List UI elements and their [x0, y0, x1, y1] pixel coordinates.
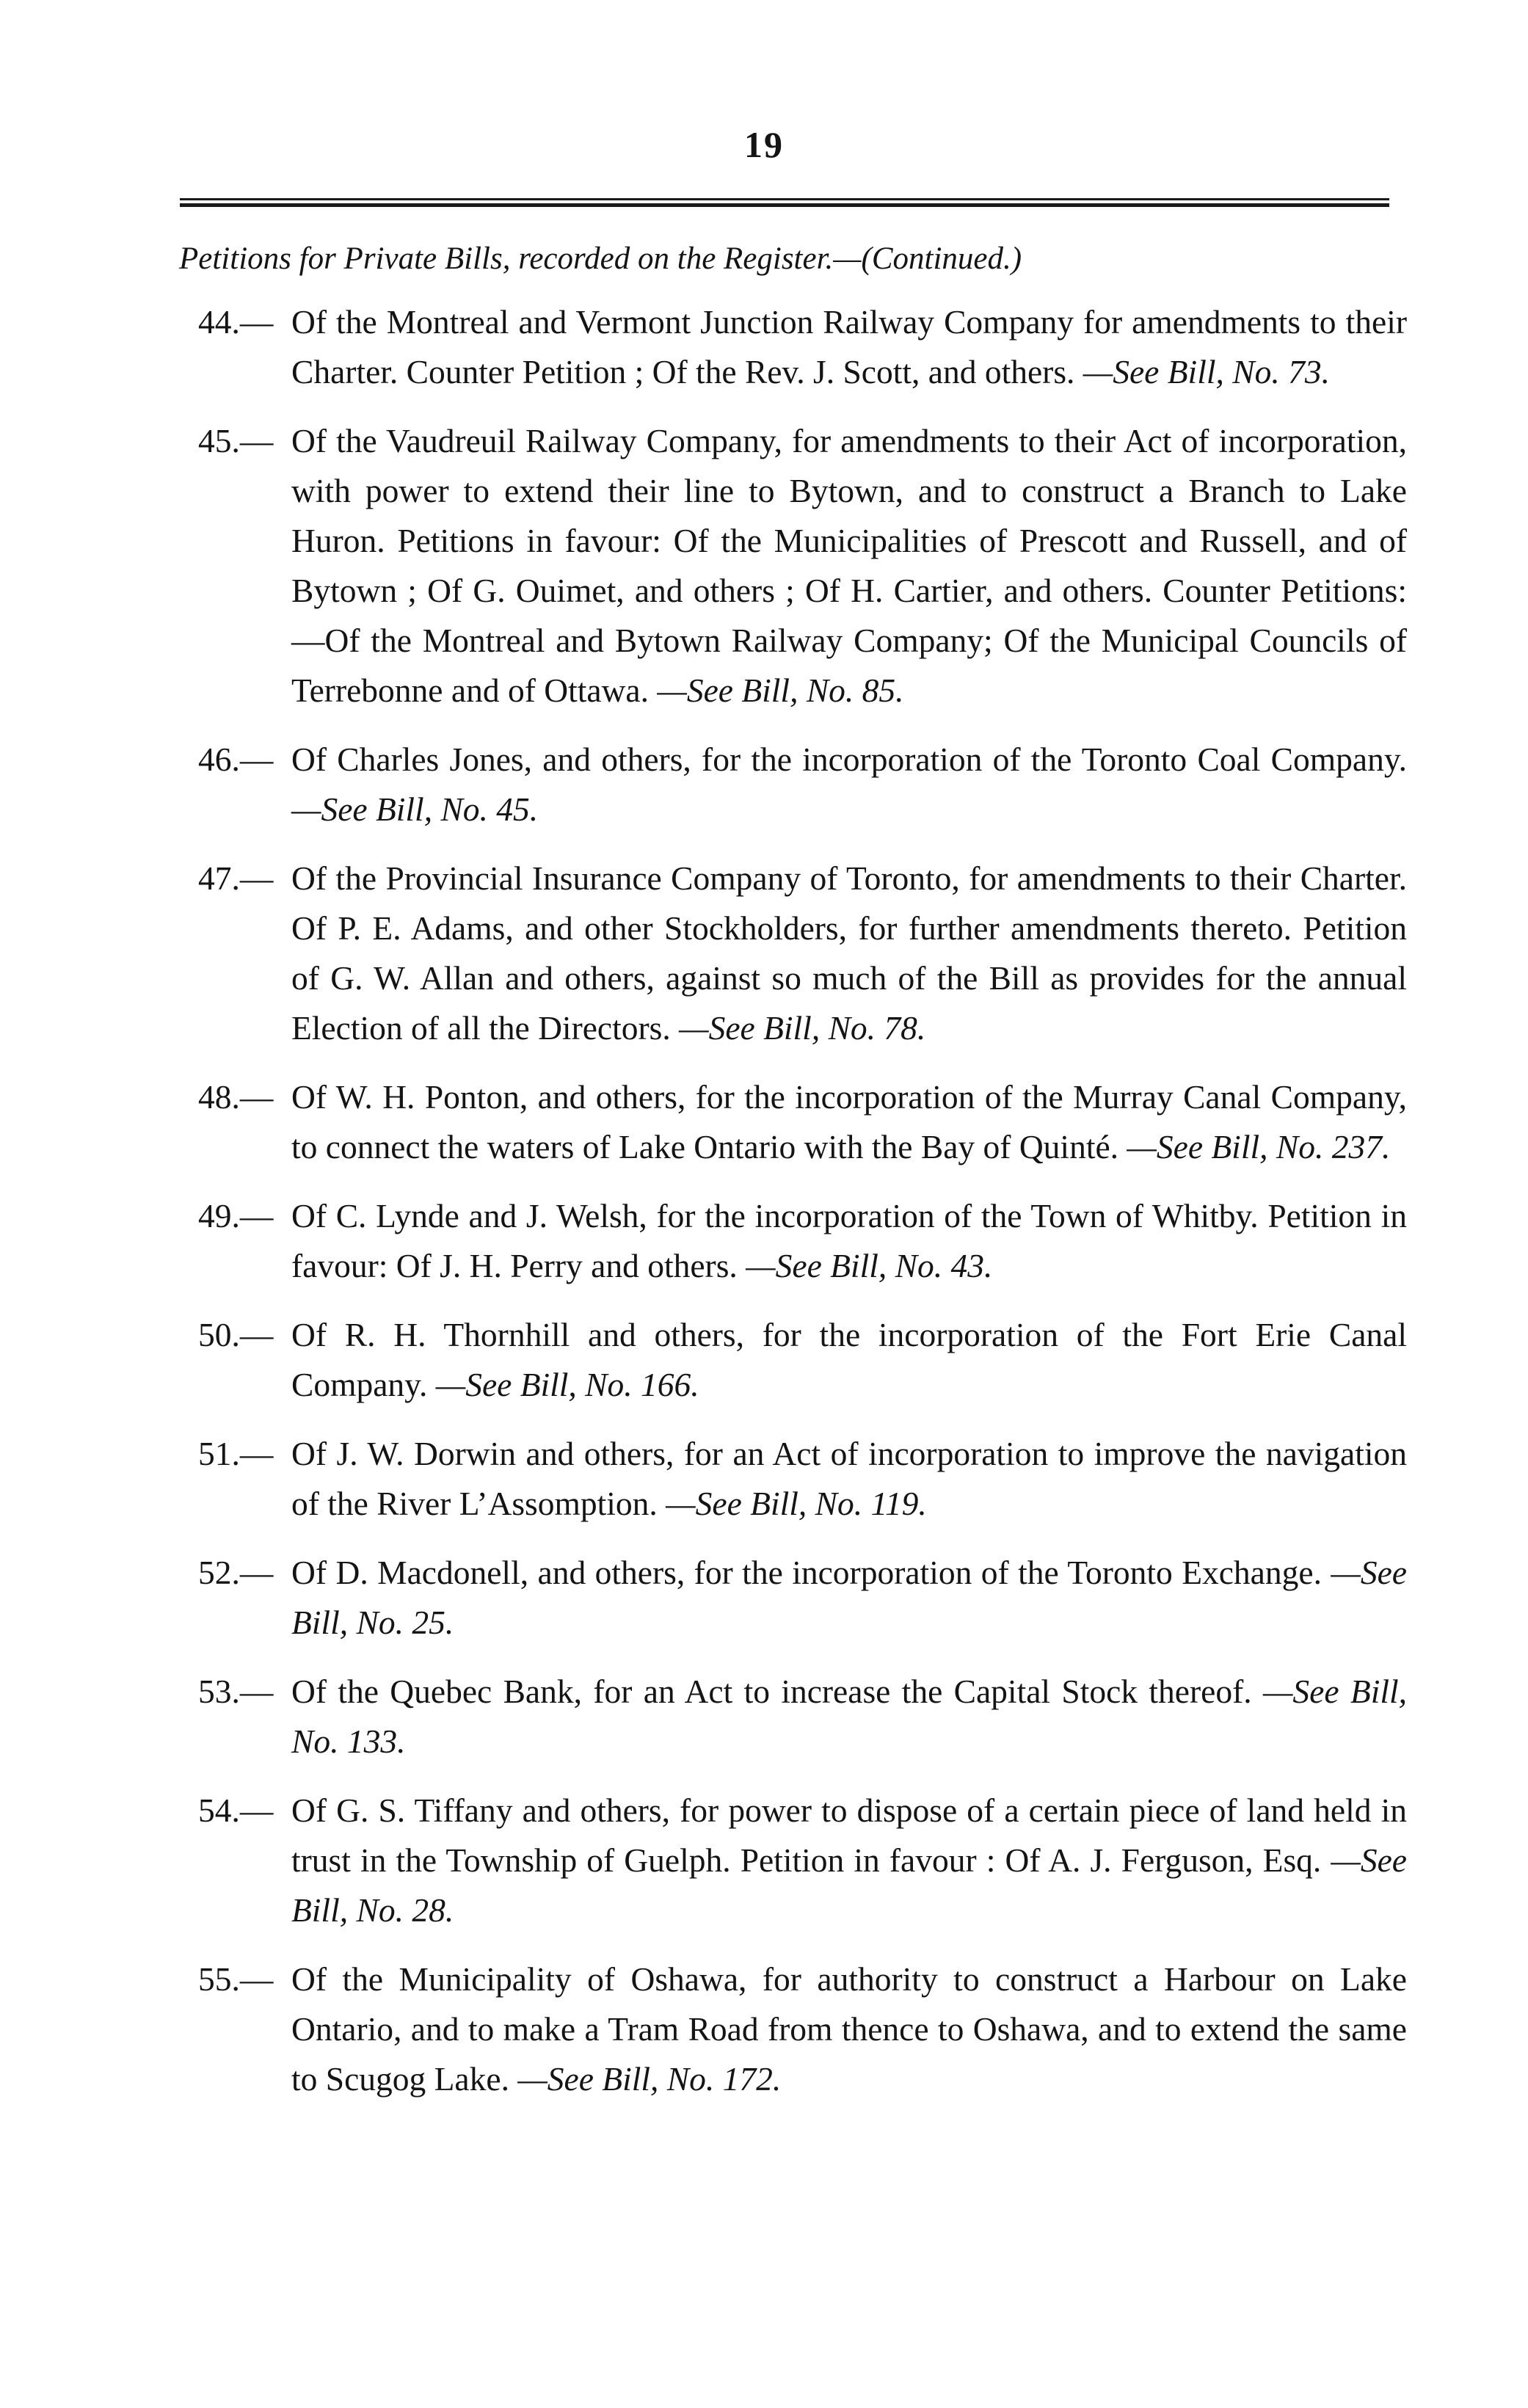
petition-number: 45.— [198, 422, 274, 459]
petition-list [0, 297, 1528, 2123]
petition-text: Of W. H. Ponton, and others, for the incorporation of the Murray Canal Company, to connect the waters of Lake Ontario with the Bay of Quinté. [291, 1078, 1407, 1165]
petition-entry [0, 1429, 1407, 1529]
petition-number: 55.— [198, 1960, 274, 1998]
petition-text: Of D. Macdonell, and others, for the incorporation of the Toronto Exchange. [291, 1554, 1322, 1591]
petition-entry [0, 1667, 1407, 1767]
bill-reference: —See Bill, No. 133. [291, 1673, 1407, 1760]
petition-text: Of the Provincial Insurance Company of Toronto, for amendments to their Charter. Of P. E. Adams, and other Stockholders, for further amendments thereto. Petition of G. W. Allan and others, against so much of the Bill as provides for the annual Election of all the Directors. [291, 859, 1407, 1047]
petition-text: Of the Montreal and Vermont Junction Railway Company for amendments to their Charter. Counter Petition ; Of the Rev. J. Scott, and others. [291, 303, 1407, 390]
bill-reference: —See Bill, No. 45. [291, 790, 539, 828]
petition-text: Of Charles Jones, and others, for the incorporation of the Toronto Coal Company. [291, 741, 1407, 778]
bill-reference: —See Bill, No. 78. [679, 1009, 926, 1047]
bill-reference: —See Bill, No. 25. [291, 1554, 1408, 1641]
petition-text: Of G. S. Tiffany and others, for power to dispose of a certain piece of land held in trust in the Township of Guelph. Petition in favour : Of A. J. Ferguson, Esq. [291, 1792, 1407, 1879]
bill-reference: —See Bill, No. 28. [291, 1841, 1407, 1929]
page-number: 19 [744, 124, 784, 165]
petition-number: 48.— [198, 1078, 274, 1116]
bill-reference: —See Bill, No. 237. [1127, 1128, 1391, 1165]
petition-text: Of the Quebec Bank, for an Act to increase the Capital Stock thereof. [291, 1673, 1252, 1710]
petition-text: Of J. W. Dorwin and others, for an Act of incorporation to improve the navigation of the River L’Assomption. [291, 1435, 1407, 1522]
petition-entry [0, 1191, 1407, 1291]
petition-number: 51.— [198, 1435, 274, 1472]
petition-number: 52.— [198, 1554, 274, 1591]
petition-text: Of the Vaudreuil Railway Company, for amendments to their Act of incorporation, with power to extend their line to Bytown, and to construct a Branch to Lake Huron. Petitions in favour: Of the Municipalities of Prescott and Russell, and of Bytown ; Of G. Ouimet, and others ; Of H. Cartier, and others. Counter Petitions:—Of the Montreal and Bytown Railway Company; Of the Municipal Councils of Terrebonne and of Ottawa. [291, 422, 1407, 709]
running-head: Petitions for Private Bills, recorded on the Register.—(Continued.) [179, 241, 1022, 276]
petition-text: Of the Municipality of Oshawa, for authority to construct a Harbour on Lake Ontario, and to make a Tram Road from thence to Oshawa, and to extend the same to Scugog Lake. [291, 1960, 1407, 2098]
petition-text: Of C. Lynde and J. Welsh, for the incorporation of the Town of Whitby. Petition in favour: Of J. H. Perry and others. [291, 1197, 1407, 1284]
bill-reference: —See Bill, No. 166. [435, 1366, 699, 1403]
petition-number: 54.— [198, 1792, 274, 1829]
petition-entry [0, 1954, 1407, 2104]
petition-number: 49.— [198, 1197, 274, 1234]
header-rule [180, 198, 1389, 207]
petition-entry [0, 854, 1407, 1053]
bill-reference: —See Bill, No. 73. [1083, 353, 1330, 390]
petition-number: 53.— [198, 1673, 274, 1710]
petition-number: 47.— [198, 859, 274, 897]
bill-reference: —See Bill, No. 119. [666, 1485, 927, 1522]
petition-number: 44.— [198, 303, 274, 341]
petition-text: Of R. H. Thornhill and others, for the incorporation of the Fort Erie Canal Company. [291, 1316, 1407, 1403]
petition-entry [0, 416, 1407, 716]
petition-entry [0, 1310, 1407, 1410]
petition-entry [0, 297, 1407, 397]
petition-entry [0, 1786, 1407, 1935]
petition-entry [0, 1548, 1407, 1648]
bill-reference: —See Bill, No. 85. [657, 672, 904, 709]
petition-number: 46.— [198, 741, 274, 778]
petition-entry [0, 1072, 1407, 1172]
bill-reference: —See Bill, No. 172. [517, 2060, 782, 2098]
bill-reference: —See Bill, No. 43. [746, 1247, 993, 1284]
petition-number: 50.— [198, 1316, 274, 1353]
petition-entry [0, 735, 1407, 834]
